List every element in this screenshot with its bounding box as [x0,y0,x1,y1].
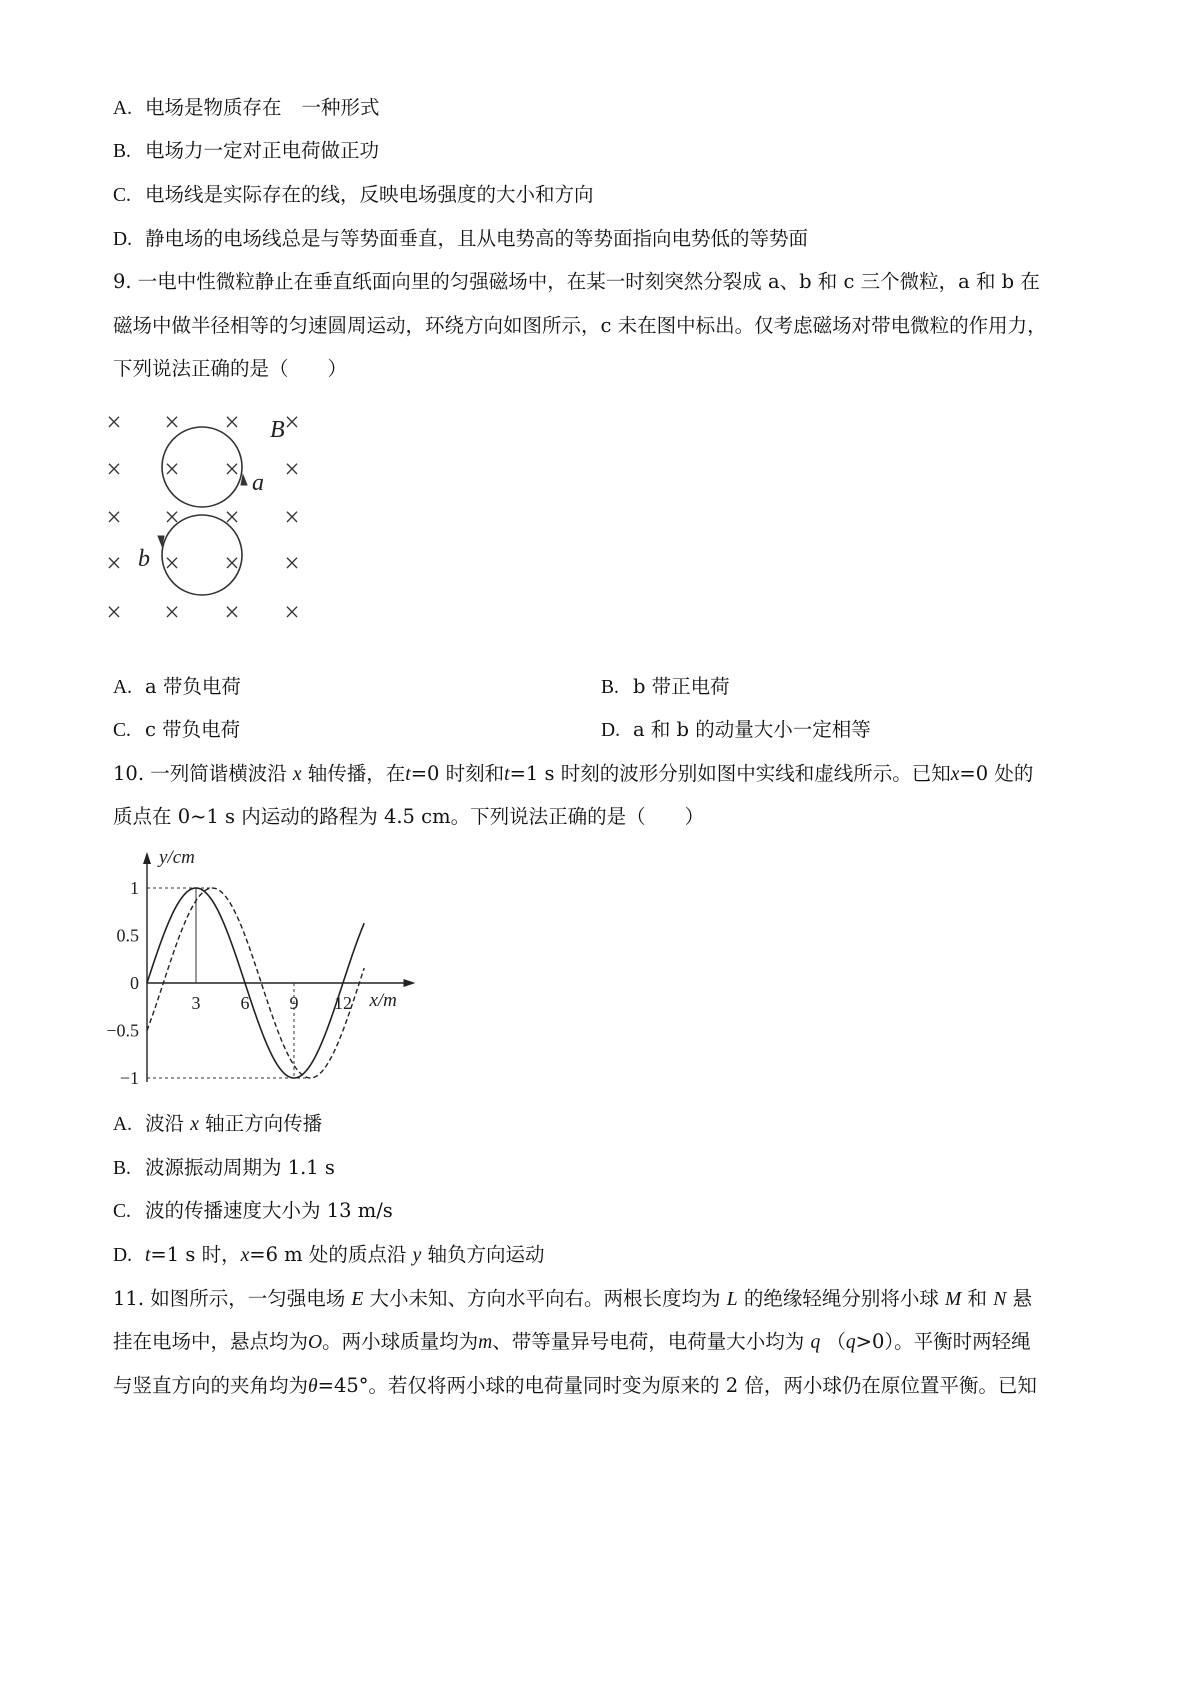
q10-option-b [113,1155,335,1182]
field-cross-icon: × [284,548,300,578]
text-run: 。两小球质量均为 [322,1330,479,1353]
field-cross-icon: × [164,548,180,578]
text-run: 挂在电场中，悬点均为 [113,1330,309,1353]
x-axis-arrow-icon [403,979,415,987]
field-cross-icon: × [224,407,240,437]
var-x: x [240,1245,250,1266]
var-x: x [190,1114,199,1135]
y-tick-label: 1 [130,878,139,898]
field-cross-icon: × [224,454,240,484]
field-label-b: B [270,417,285,443]
var-q: q [810,1332,821,1353]
field-cross-icon: × [164,454,180,484]
q11-stem-line-1 [113,1286,1032,1313]
q9-option-d [601,717,871,744]
option-letter: C. [113,185,131,206]
option-letter: B. [601,677,619,698]
text-run: 与竖直方向的夹角均为 [113,1374,309,1397]
q9-stem-line-1: 9. 一电中性微粒静止在垂直纸面向里的匀强磁场中，在某一时刻突然分裂成 a、b 和 c 三个微粒，a 和 b 在 [113,270,1040,293]
text-run: 轴负方向运动 [427,1243,545,1266]
field-cross-icon: × [284,597,300,627]
text-run: =1 s 时刻的波形分别如图中实线和虚线所示。已知 [509,762,951,785]
text-run: （ [826,1330,846,1353]
var-n-ball: N [993,1289,1007,1310]
option-letter: A. [113,677,132,698]
var-t: t [145,1245,151,1266]
var-o: O [308,1332,323,1353]
option-text: a 和 b 的动量大小一定相等 [633,718,871,741]
text-run: 的绝缘轻绳分别将小球 [743,1287,939,1310]
q9-stem-line-3: 下列说法正确的是（ ） [113,357,348,380]
var-t: t [405,764,411,785]
option-text: 电场线是实际存在的线，反映电场强度的大小和方向 [145,183,594,206]
text-run: 轴传播，在 [307,762,406,785]
option-text: c 带负电荷 [145,718,241,741]
option-letter: D. [601,720,620,741]
x-tick-label: 3 [191,993,201,1013]
var-m-ball: M [945,1289,962,1310]
option-text: 静电场的电场线总是与等势面垂直，且从电势高的等势面指向电势低的等势面 [145,227,809,250]
q10-option-d [113,1242,544,1269]
var-y: y [412,1245,422,1266]
text-run: 11. 如图所示，一匀强电场 [113,1287,346,1310]
y-axis-label: y/cm [159,847,195,868]
field-cross-icon: × [106,502,122,532]
text-run: =0 时刻和 [410,762,505,785]
text-run: 、带等量异号电荷，电荷量大小均为 [492,1330,805,1353]
option-letter: C. [113,720,131,741]
text-run: 和 [967,1287,988,1310]
field-cross-icon: × [284,502,300,532]
field-cross-icon: × [106,548,122,578]
option-letter: A. [113,1114,132,1135]
text-run: 波沿 [145,1112,185,1135]
q9-magnetic-field-figure [100,395,320,627]
q9-option-b [601,674,730,701]
var-m: m [478,1332,493,1353]
var-e: E [351,1289,364,1310]
q10-stem-line-1 [113,761,1033,788]
y-tick-label: −1 [119,1068,139,1088]
option-letter: B. [113,1158,131,1179]
option-text: b 带正电荷 [633,675,730,698]
q8-option-b [113,138,379,165]
text-run: 悬 [1012,1287,1032,1310]
x-tick-label: 12 [333,993,352,1013]
text-run: 10. 一列简谐横波沿 [113,762,287,785]
field-cross-icon: × [164,407,180,437]
field-cross-icon: × [224,548,240,578]
y-axis-arrow-icon [143,852,151,864]
x-tick-label: 6 [240,993,250,1013]
text-run: =6 m 处的质点沿 [249,1243,407,1266]
particle-label-b: b [138,546,150,572]
q11-stem-line-2 [113,1329,1031,1356]
var-t: t [504,764,510,785]
field-cross-icon: × [106,407,122,437]
y-tick-label: 0.5 [116,925,139,946]
option-text: 电场力一定对正电荷做正功 [145,139,380,162]
var-x: x [292,764,302,785]
var-theta: θ [308,1376,318,1397]
x-axis-label: x/m [369,990,397,1011]
q10-option-c [113,1198,393,1225]
text-run: >0）。平衡时两轻绳 [855,1330,1031,1353]
field-cross-icon: × [106,597,122,627]
q9-option-c [113,717,240,744]
field-cross-icon: × [284,407,300,437]
q8-option-c [113,182,594,209]
q8-option-a [113,95,380,122]
option-letter: D. [113,229,132,250]
text-run: 轴正方向传播 [205,1112,323,1135]
arrow-a-icon [241,475,247,485]
field-cross-icon: × [224,597,240,627]
q10-stem-line-2: 质点在 0~1 s 内运动的路程为 4.5 cm。下列说法正确的是（ ） [113,805,705,828]
option-letter: A. [113,98,132,119]
text-run: 大小未知、方向水平向右。两根长度均为 [369,1287,721,1310]
option-text: 波源振动周期为 1.1 s [145,1156,335,1179]
field-cross-icon: × [106,454,122,484]
option-letter: D. [113,1245,132,1266]
q10-option-a [113,1111,322,1138]
q9-option-a [113,674,241,701]
q10-wave-chart [100,840,440,1100]
q9-stem-line-2: 磁场中做半径相等的匀速圆周运动，环绕方向如图所示，c 未在图中标出。仅考虑磁场对带电微粒的作用力， [113,314,1047,337]
field-cross-icon: × [164,597,180,627]
var-x: x [950,764,960,785]
x-tick-label: 9 [289,993,299,1013]
option-text: a 带负电荷 [145,675,241,698]
y-tick-label: −0.5 [106,1020,139,1041]
q8-option-d [113,226,808,253]
option-text-tail: 一种形式 [301,96,380,119]
var-l: L [726,1289,738,1310]
particle-label-a: a [252,470,264,496]
text-run: =0 处的 [959,762,1034,785]
text-run: =1 s 时， [150,1243,241,1266]
option-text: 波的传播速度大小为 13 m/s [145,1199,393,1222]
var-q: q [845,1332,856,1353]
field-cross-icon: × [224,502,240,532]
option-letter: C. [113,1201,131,1222]
option-letter: B. [113,141,131,162]
option-text: 电场是物质存在 [145,96,282,119]
field-cross-icon: × [284,454,300,484]
q11-stem-line-3 [113,1373,1037,1400]
text-run: =45°。若仅将两小球的电荷量同时变为原来的 2 倍，两小球仍在原位置平衡。已知 [317,1374,1037,1397]
field-cross-icon: × [164,502,180,532]
y-tick-label: 0 [130,973,139,993]
